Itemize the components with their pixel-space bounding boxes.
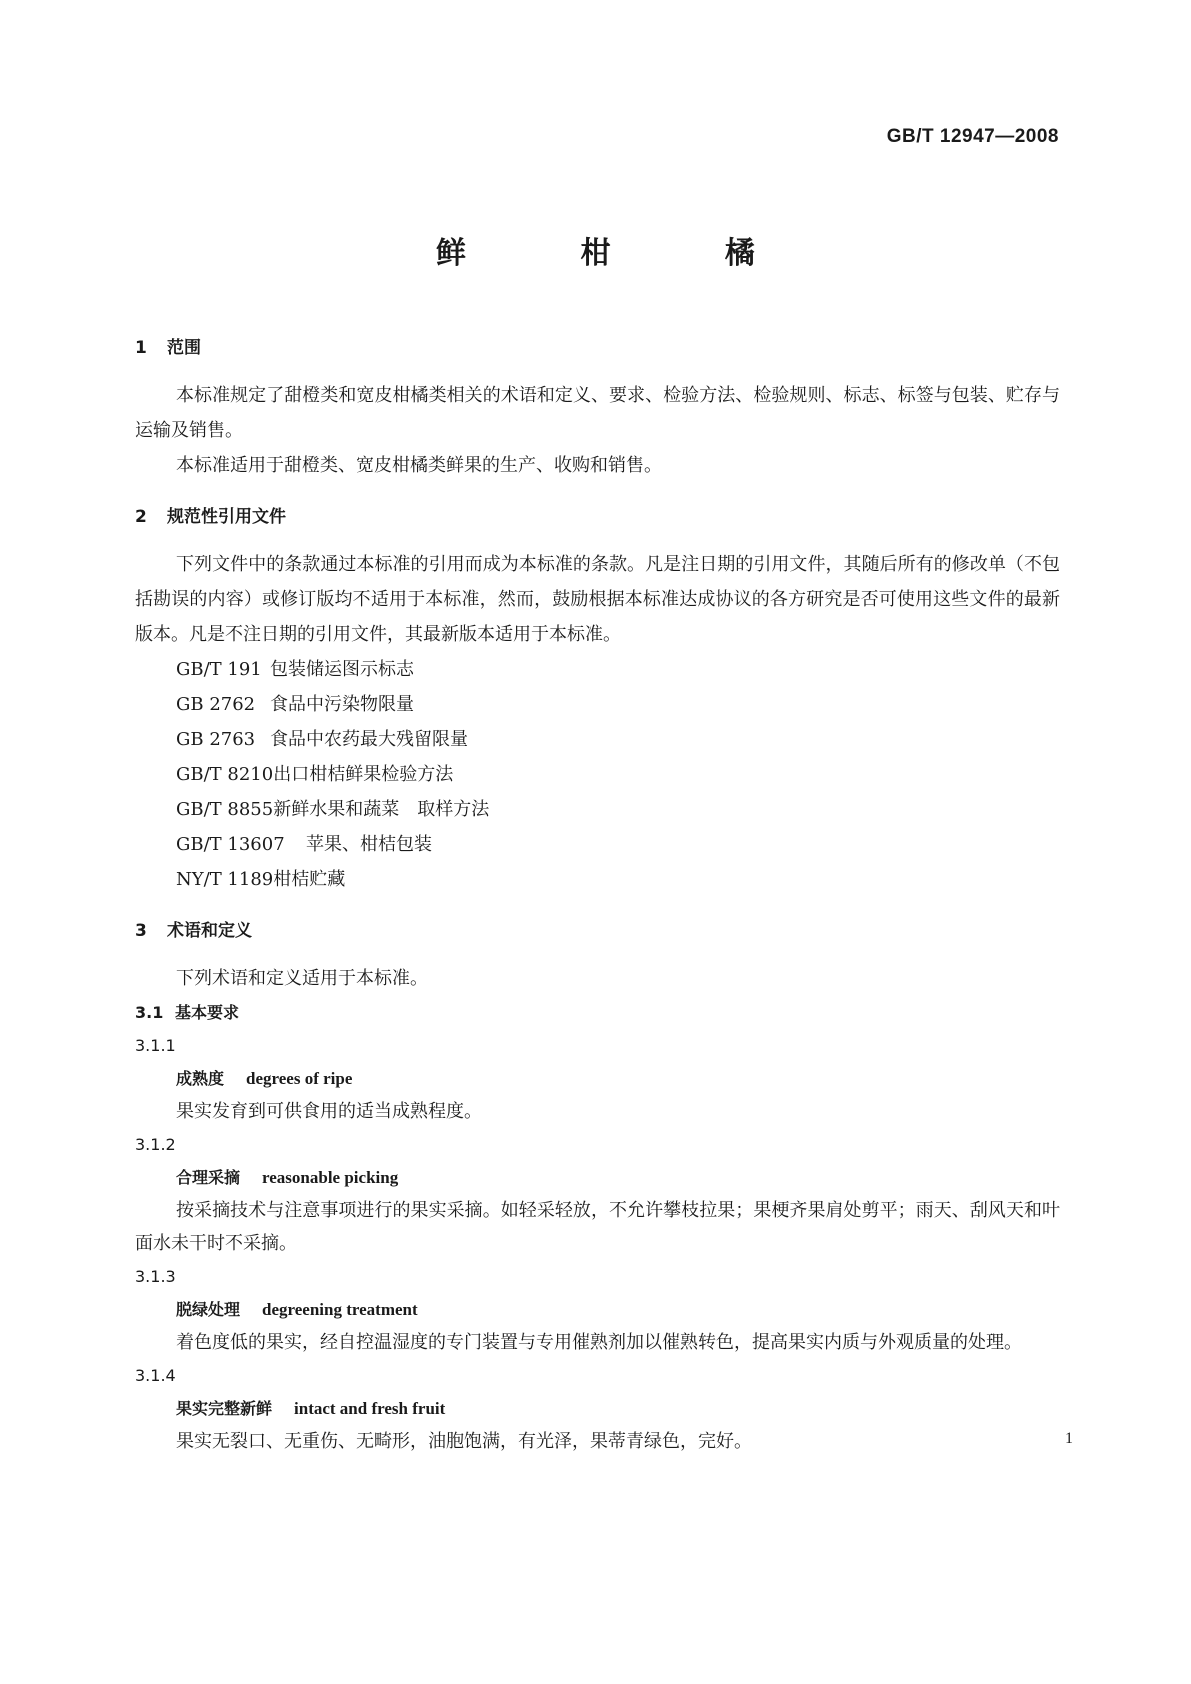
term-entry bbox=[135, 1161, 1060, 1194]
term-number: 3.1.2 bbox=[135, 1135, 176, 1154]
paragraph: 本标准规定了甜橙类和宽皮柑橘类相关的术语和定义、要求、检验方法、检验规则、标志、标签与包装、贮存与运输及销售。 bbox=[135, 385, 1060, 441]
term-en: degrees of ripe bbox=[246, 1069, 353, 1088]
reference-item bbox=[135, 792, 1060, 827]
document-body bbox=[135, 330, 1060, 1458]
paragraph: 下列术语和定义适用于本标准。 bbox=[176, 968, 428, 989]
reference-code: GB/T 8210 bbox=[176, 764, 274, 785]
section-heading-normative-references bbox=[135, 499, 1060, 535]
subsection-heading bbox=[135, 996, 1060, 1029]
paragraph: 下列文件中的条款通过本标准的引用而成为本标准的条款。凡是注日期的引用文件，其随后所有的修改单（不包括勘误的内容）或修订版均不适用于本标准，然而，鼓励根据本标准达成协议的各方研究是否可使用这些文件的最新版本。凡是不注日期的引用文件，其最新版本适用于本标准。 bbox=[135, 554, 1060, 645]
reference-code: GB 2762 bbox=[176, 694, 256, 715]
term-en: intact and fresh fruit bbox=[294, 1399, 446, 1418]
reference-code: GB 2763 bbox=[176, 729, 256, 750]
reference-item bbox=[135, 827, 1060, 862]
term-number: 3.1.3 bbox=[135, 1267, 176, 1286]
reference-item bbox=[135, 652, 1060, 687]
term-en: reasonable picking bbox=[262, 1168, 399, 1187]
reference-code: GB/T 191 bbox=[176, 659, 262, 680]
reference-name: 食品中农药最大残留限量 bbox=[270, 729, 468, 750]
term-number: 3.1.4 bbox=[135, 1366, 176, 1385]
term-definition: 果实发育到可供食用的适当成熟程度。 bbox=[176, 1101, 482, 1122]
reference-name: 新鲜水果和蔬菜 取样方法 bbox=[273, 799, 490, 820]
reference-name: 柑桔贮藏 bbox=[273, 869, 346, 890]
term-zh: 合理采摘 bbox=[176, 1168, 241, 1187]
term-zh: 脱绿处理 bbox=[176, 1300, 241, 1319]
reference-name: 包装储运图示标志 bbox=[270, 659, 414, 680]
section-number: 3 bbox=[135, 921, 147, 941]
reference-item bbox=[135, 862, 1060, 897]
reference-name: 食品中污染物限量 bbox=[270, 694, 414, 715]
section-title: 术语和定义 bbox=[167, 921, 252, 941]
reference-name: 出口柑桔鲜果检验方法 bbox=[273, 764, 454, 785]
section-title: 范围 bbox=[167, 338, 201, 358]
term-entry bbox=[135, 1293, 1060, 1326]
section-number: 1 bbox=[135, 338, 147, 358]
section-heading-terms-definitions bbox=[135, 913, 1060, 949]
section-number: 2 bbox=[135, 507, 147, 527]
reference-code: NY/T 1189 bbox=[176, 869, 274, 890]
reference-name: 苹果、柑桔包装 bbox=[306, 834, 432, 855]
term-definition: 着色度低的果实，经自控温湿度的专门装置与专用催熟剂加以催熟转色，提高果实内质与外观质量的处理。 bbox=[176, 1332, 1022, 1353]
term-zh: 果实完整新鲜 bbox=[176, 1399, 273, 1418]
term-entry bbox=[135, 1062, 1060, 1095]
section-title: 规范性引用文件 bbox=[167, 507, 286, 527]
reference-item bbox=[135, 687, 1060, 722]
reference-code: GB/T 8855 bbox=[176, 799, 274, 820]
paragraph: 本标准适用于甜橙类、宽皮柑橘类鲜果的生产、收购和销售。 bbox=[176, 455, 662, 476]
document-title: 鲜 柑 橘 bbox=[436, 236, 807, 271]
subsection-title: 基本要求 bbox=[175, 1003, 240, 1022]
reference-item bbox=[135, 757, 1060, 792]
term-entry bbox=[135, 1392, 1060, 1425]
page-number: 1 bbox=[1065, 1430, 1073, 1447]
term-definition: 按采摘技术与注意事项进行的果实采摘。如轻采轻放，不允许攀枝拉果；果梗齐果肩处剪平；雨天、刮风天和叶面水未干时不采摘。 bbox=[135, 1200, 1060, 1254]
reference-item bbox=[135, 722, 1060, 757]
reference-code: GB/T 13607 bbox=[176, 834, 285, 855]
term-number: 3.1.1 bbox=[135, 1036, 176, 1055]
term-en: degreening treatment bbox=[262, 1300, 418, 1319]
section-heading-scope bbox=[135, 330, 1060, 366]
standard-code: GB/T 12947—2008 bbox=[886, 126, 1059, 147]
term-zh: 成熟度 bbox=[176, 1069, 225, 1088]
subsection-number: 3.1 bbox=[135, 1003, 164, 1022]
term-definition: 果实无裂口、无重伤、无畸形，油胞饱满，有光泽，果蒂青绿色，完好。 bbox=[176, 1431, 752, 1452]
